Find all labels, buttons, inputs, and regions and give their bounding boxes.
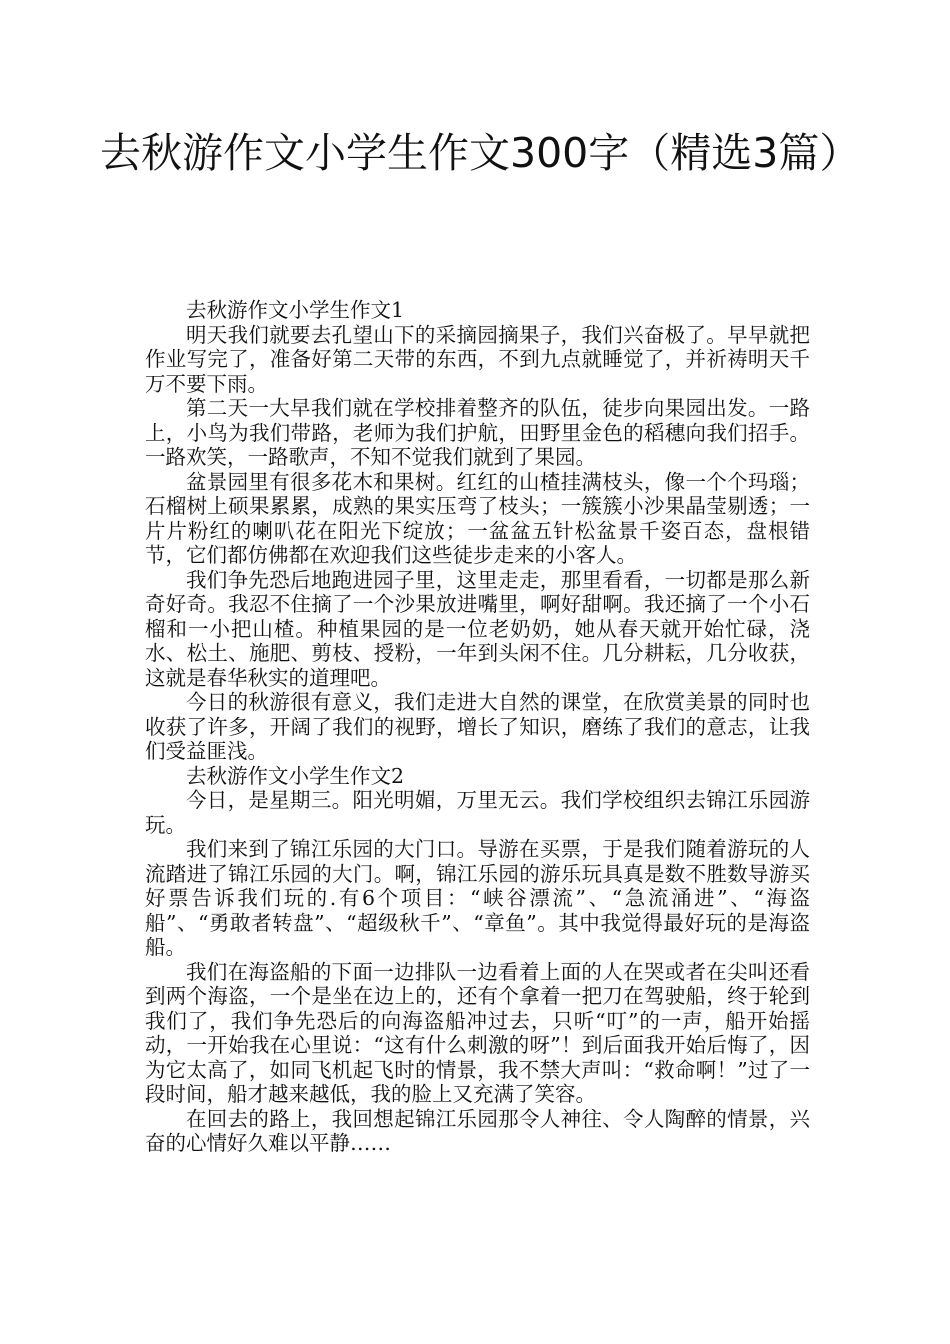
document-body [145, 298, 810, 1156]
paragraph: 第二天一大早我们就在学校排着整齐的队伍，徒步向果园出发。一路上，小鸟为我们带路，老师为我们护航，田野里金色的稻穗向我们招手。一路欢笑，一路歌声，不知不觉我们就到了果园。 [145, 396, 810, 469]
paragraph: 盆景园里有很多花木和果树。红红的山楂挂满枝头，像一个个玛瑙；石榴树上硕果累累，成熟的果实压弯了枝头；一簇簇小沙果晶莹剔透；一片片粉红的喇叭花在阳光下绽放；一盆盆五针松盆景千姿百态，盘根错节，它们都仿佛都在欢迎我们这些徒步走来的小客人。 [145, 469, 810, 567]
paragraph: 今日，是星期三。阳光明媚，万里无云。我们学校组织去锦江乐园游玩。 [145, 788, 810, 837]
document-title: 去秋游作文小学生作文300字（精选3篇） [100, 129, 861, 177]
paragraph: 明天我们就要去孔望山下的采摘园摘果子，我们兴奋极了。早早就把作业写完了，准备好第二天带的东西，不到九点就睡觉了，并祈祷明天千万不要下雨。 [145, 322, 810, 396]
paragraph: 今日的秋游很有意义，我们走进大自然的课堂，在欣赏美景的同时也收获了许多，开阔了我们的视野，增长了知识，磨练了我们的意志，让我们受益匪浅。 [145, 690, 810, 763]
paragraph: 我们来到了锦江乐园的大门口。导游在买票，于是我们随着游玩的人流踏进了锦江乐园的大门。啊，锦江乐园的游乐玩具真是数不胜数导游买好票告诉我们玩的.有6个项目：“峡谷漂流”、“急流涌进”、“海盗船”、“勇敢者转盘”、“超级秋千”、“章鱼”。其中我觉得最好玩的是海盗船。 [145, 837, 810, 959]
section-heading: 去秋游作文小学生作文2 [186, 763, 405, 788]
paragraph: 在回去的路上，我回想起锦江乐园那令人神往、令人陶醉的情景，兴奋的心情好久难以平静…… [145, 1106, 810, 1155]
paragraph: 我们在海盗船的下面一边排队一边看着上面的人在哭或者在尖叫还看到两个海盗，一个是坐在边上的，还有个拿着一把刀在驾驶船，终于轮到我们了，我们争先恐后的向海盗船冲过去，只听“叮”的一声，船开始摇动，一开始我在心里说：“这有什么刺激的呀”！到后面我开始后悔了，因为它太高了，如同飞机起飞时的情景，我不禁大声叫：“救命啊！”过了一段时间，船才越来越低，我的脸上又充满了笑容。 [145, 959, 810, 1106]
section-heading: 去秋游作文小学生作文1 [186, 298, 405, 322]
paragraph: 我们争先恐后地跑进园子里，这里走走，那里看看，一切都是那么新奇好奇。我忍不住摘了一个沙果放进嘴里，啊好甜啊。我还摘了一个小石榴和一小把山楂。种植果园的是一位老奶奶，她从春天就开始忙碌，浇水、松土、施肥、剪枝、授粉，一年到头闲不住。几分耕耘，几分收获，这就是春华秋实的道理吧。 [145, 567, 810, 690]
